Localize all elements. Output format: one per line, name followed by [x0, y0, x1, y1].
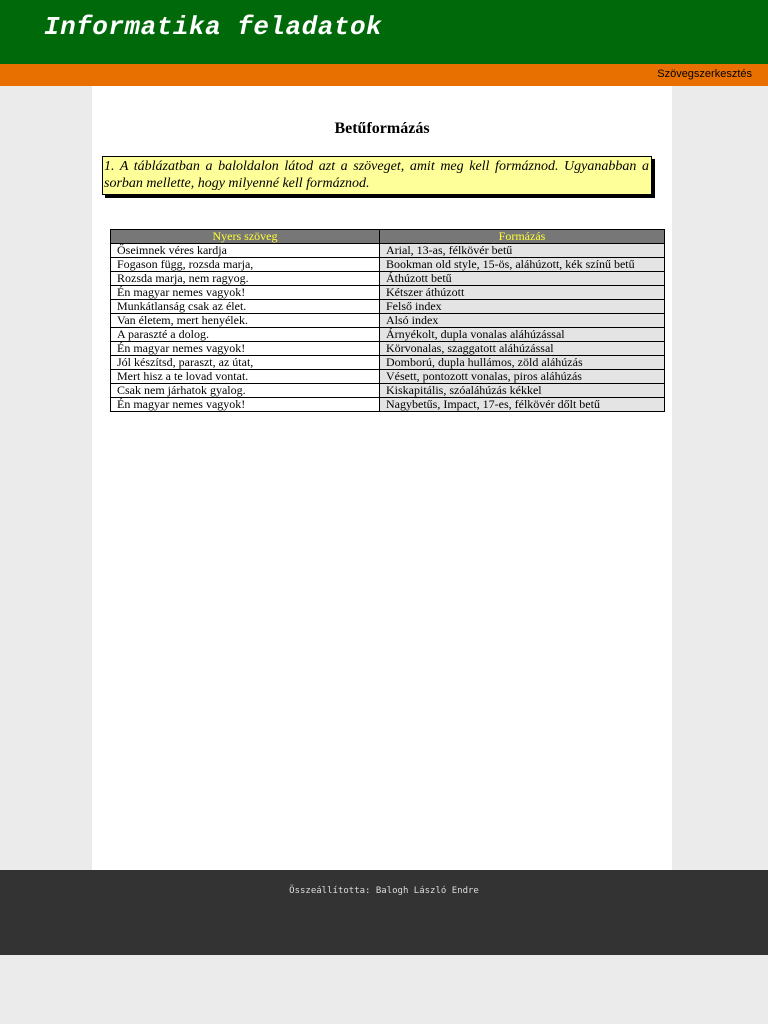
raw-text-cell: A paraszté a dolog.: [111, 328, 380, 342]
table-row: [111, 328, 665, 342]
site-footer: [0, 870, 768, 955]
task-instruction: 1. A táblázatban a baloldalon látod azt a szöveget, amit meg kell formáznod. Ugyanabban a sorban mellette, hogy milyenné kell formáznod.: [102, 156, 652, 195]
formatting-cell: Arial, 13-as, félkövér betű: [380, 244, 665, 258]
raw-text-cell: Én magyar nemes vagyok!: [111, 398, 380, 412]
site-title: Informatika feladatok: [44, 12, 383, 42]
raw-text-cell: Csak nem járhatok gyalog.: [111, 384, 380, 398]
raw-text-cell: Munkátlanság csak az élet.: [111, 300, 380, 314]
raw-text-cell: Őseimnek véres kardja: [111, 244, 380, 258]
column-header-raw-text: Nyers szöveg: [111, 230, 380, 244]
formatting-cell: Alsó index: [380, 314, 665, 328]
content-area: [92, 86, 672, 870]
table-row: [111, 398, 665, 412]
table-row: [111, 314, 665, 328]
table-row: [111, 272, 665, 286]
author-credit: Összeállította: Balogh László Endre: [289, 886, 479, 896]
formatting-cell: Vésett, pontozott vonalas, piros aláhúzás: [380, 370, 665, 384]
formatting-cell: Áthúzott betű: [380, 272, 665, 286]
table-row: [111, 356, 665, 370]
column-header-formatting: Formázás: [380, 230, 665, 244]
table-row: [111, 384, 665, 398]
table-row: [111, 342, 665, 356]
raw-text-cell: Jól készítsd, paraszt, az útat,: [111, 356, 380, 370]
formatting-table: [110, 229, 665, 412]
table-row: [111, 370, 665, 384]
raw-text-cell: Fogason függ, rozsda marja,: [111, 258, 380, 272]
raw-text-cell: Van életem, mert henyélek.: [111, 314, 380, 328]
table-row: [111, 286, 665, 300]
formatting-cell: Felső index: [380, 300, 665, 314]
raw-text-cell: Rozsda marja, nem ragyog.: [111, 272, 380, 286]
formatting-cell: Kiskapitális, szóaláhúzás kékkel: [380, 384, 665, 398]
table-header-row: [111, 230, 665, 244]
section-link[interactable]: Szövegszerkesztés: [657, 68, 752, 80]
formatting-cell: Nagybetűs, Impact, 17-es, félkövér dőlt betű: [380, 398, 665, 412]
formatting-cell: Kétszer áthúzott: [380, 286, 665, 300]
table-body: [111, 244, 665, 412]
formatting-cell: Bookman old style, 15-ös, aláhúzott, kék színű betű: [380, 258, 665, 272]
page-title: Betűformázás: [334, 120, 430, 137]
table-row: [111, 244, 665, 258]
site-header: [0, 0, 768, 64]
raw-text-cell: Mert hisz a te lovad vontat.: [111, 370, 380, 384]
formatting-cell: Körvonalas, szaggatott aláhúzással: [380, 342, 665, 356]
raw-text-cell: Én magyar nemes vagyok!: [111, 286, 380, 300]
formatting-cell: Domború, dupla hullámos, zöld aláhúzás: [380, 356, 665, 370]
formatting-cell: Árnyékolt, dupla vonalas aláhúzással: [380, 328, 665, 342]
table-row: [111, 300, 665, 314]
section-bar: [0, 64, 768, 86]
raw-text-cell: Én magyar nemes vagyok!: [111, 342, 380, 356]
table-row: [111, 258, 665, 272]
